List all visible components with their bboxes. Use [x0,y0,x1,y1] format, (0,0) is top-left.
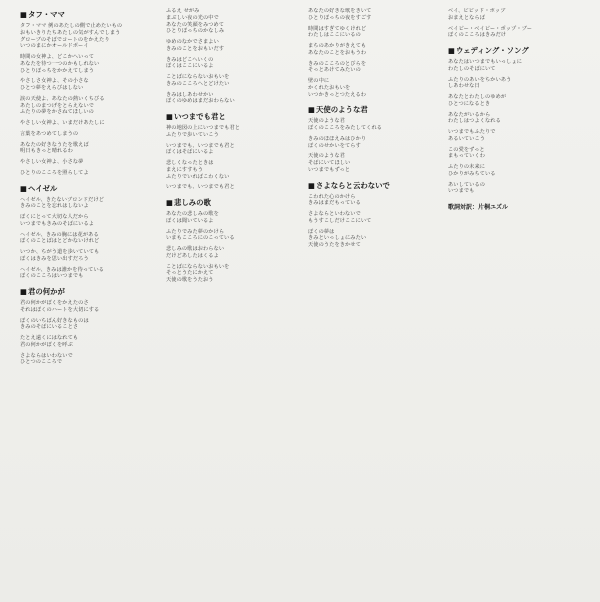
song-block [166,198,300,284]
lyric-line: あたしのまつげをとらえないで [20,102,95,109]
lyric-line: ひとりぼっちをかかえてしまう [20,67,95,74]
lyric-line: 悲しみの歌はおわらない [166,246,225,252]
lyric-line: グローブのそばでコートのをかえたり [20,36,110,43]
lyric-line: わたしのそばにいて [448,65,496,72]
lyric-line: 天使の歌をうたおう [166,277,214,283]
lyric-line: 天使のような君 [308,118,346,125]
lyric-column-2 [166,8,300,594]
lyric-line: いつまでもふたりで [448,129,496,135]
lyric-line: わたしはつよくなれる [448,118,501,125]
lyric-line: まえにすすもう [166,166,204,173]
lyric-line: ぼくのこころはいつまでも [20,273,84,280]
lyric-line: あるいていこう [448,135,486,142]
lyric-line: いつまでも、いつまでも君と [166,184,235,191]
song-title: ■ 悲しみの歌 [166,198,300,208]
song-block [448,46,582,195]
lyric-line: ことばにならないおもいを [166,263,230,270]
lyric-line: いつまでも、いつまでも君と [166,142,235,149]
lyric-line: いつまでも [448,188,475,195]
lyric-line: この愛をずっと [448,146,485,153]
lyric-line: ヘイゼル、きたないブロンドだけど [20,196,105,203]
lyric-line: 神の地図の上にいつまでも君と [166,125,241,131]
song-block [166,112,300,191]
lyric-line: きみはどこへいくの [166,56,214,63]
lyric-line: ヘイゼル、きみは誰かを待っている [20,266,105,273]
lyric-line: ぼくの夢は [308,228,335,235]
lyric-line: まぶしい夜の光の中で [166,14,219,21]
song-block [308,8,442,98]
lyric-line: ひかりがみちている [448,170,496,177]
lyric-line: あなたを待つ一つのかもしれない [20,60,100,67]
lyric-line: いつかきっとつたえるわ [308,91,367,98]
lyric-line: ふたりで歩いていこう [166,131,219,138]
lyric-line: あなたのことをおもうわ [308,49,367,56]
lyric-line: ベイ、ビビッド・ポップ [448,8,506,14]
lyric-line: おまえとならば [448,14,486,21]
lyric-line: そっとあけてみたいの [308,67,361,74]
lyric-line: あなたはいつまでもいっしょに [448,59,523,65]
lyric-line: ひとつになるとき [448,100,491,107]
lyric-line: あなたの悲しみの歌を [166,211,219,217]
lyric-line: ふたりの未来に [448,164,486,170]
lyric-line: ぼくのこころはきみだけ [448,32,507,39]
song-title: ■ さよならと云わないで [308,181,442,191]
lyric-line: きみのこころへとどけたい [166,80,230,87]
lyric-line: 言葉をあつめてしまうの [20,130,79,137]
lyric-line: きみのこころのとびらを [308,60,367,67]
translation-credit: 歌詞対訳：片桐ユズル [448,204,509,211]
song-title: ■ いつまでも君と [166,112,300,122]
lyric-line: わたしはここにいるの [308,32,361,39]
lyric-line: もうすこしだけここにいて [308,217,372,224]
lyric-line: いつまでもきみのそばにいるよ [20,220,95,227]
lyric-line: ひとりぼっちのかなしみ [166,28,225,35]
lyric-line: まちのあかりがきえても [308,43,367,49]
lyric-line: そばにいてほしい [308,160,351,166]
lyric-line: 天使のような君 [308,153,346,160]
lyric-line: きみはしあわせかい [166,91,214,98]
lyric-line: ゆめのなかでさまよい [166,39,219,45]
lyric-line: ぼくは聞いているよ [166,217,214,224]
lyric-line: こわれた心のかけら [308,193,356,200]
lyric-line: ぼくはきみを思い出すだろう [20,255,89,262]
song-block [20,287,154,366]
lyric-line: ふたりでいればこわくない [166,173,230,180]
lyric-line: そっとうたにかえて [166,270,214,277]
lyric-line: ぼくはここにいるよ [166,63,214,70]
lyric-line: まもっていくわ [448,153,486,160]
song-title: ■ ウェディング・ソング [448,46,582,56]
lyric-line: きみのことを忘れはしないよ [20,203,89,210]
lyric-line: ぼくのせかいをてらす [308,142,361,149]
lyric-line: ベイビー・ベイビー・ポップ・ブー [448,25,533,32]
lyric-line: いつのまにかオールドボーイ [20,43,89,50]
lyric-line: タフ・ママ 例のあたしの側で止めたいもの [20,23,123,29]
lyric-line: ひとつ夢をえらびはしない [20,85,84,91]
lyric-column-1 [20,8,154,594]
lyric-line: 涙の天使よ、あなたの熱いくちびる [20,95,105,102]
lyric-line: 君の何かがぼくを呼ぶ [20,341,73,348]
lyric-line: あなたとわたしのゆめが [448,94,507,100]
lyric-line: ふるえ せがみ [166,8,200,14]
song-block [20,184,154,281]
lyric-line: ぼくにとって大切な人だから [20,214,89,220]
lyric-line: いつか、ちがう道を歩いていても [20,249,100,255]
lyric-line: 明日もきっと晴れるわ [20,148,73,155]
lyric-line: ぼくのこころをみたしてくれる [308,125,383,131]
lyric-column-3 [308,8,442,594]
lyric-line: ぼくはそばにいるよ [166,149,214,156]
lyric-line: ぼくのことばはとどかないけれど [20,238,100,245]
lyric-line: きみのほほえみはひかり [308,135,367,142]
song-block [308,105,442,173]
lyric-line: ひとつのこころで [20,359,63,366]
lyric-line: 悲しくなったときは [166,160,214,166]
lyric-line: きみのことをおもいだす [166,45,225,52]
lyric-line: あなたがいるから [448,111,491,118]
lyric-line: きみはまだもっている [308,200,361,207]
song-title: ■ 君の何かが [20,287,154,297]
lyric-line: しあわせな日 [448,83,480,90]
lyric-line: やさしい女神よ、いまだけあたしに [20,120,105,126]
lyric-line: さよならといわないで [308,211,361,217]
lyric-line: それはぼくのハートを大切にする [20,306,100,313]
lyric-line: ふたりのあいをちかいあう [448,76,512,83]
lyric-line: ことばにならないおもいを [166,74,230,80]
lyric-line: 君の何かがぼくをかえたのさ [20,300,89,306]
lyric-line: やさしい女神よ、小さな夢 [20,159,84,165]
lyric-line: いつまでもずっと [308,166,350,173]
lyric-line: 壁の中に [308,78,330,84]
lyric-line: あなたの笑顔をみつめて [166,21,225,28]
lyric-line: やさしさ女神よ、その小さな [20,78,89,85]
lyric-line: さよならはいわないで [20,352,73,359]
lyric-line: だけどあしたはくるよ [166,252,219,259]
lyric-line: いまもこころにのこっている [166,235,235,242]
song-block [448,8,582,39]
song-block [308,181,442,249]
song-title: ■ 天使のような君 [308,105,442,115]
lyric-line: きみのそばにいることさ [20,324,79,331]
lyric-line: ふたりでみた夢のかけら [166,228,225,235]
lyric-line: たとえ遠くにはなれても [20,335,79,341]
lyric-line: かくれたおもいを [308,84,351,91]
lyric-line: ヘイゼル、きみの胸には花がある [20,231,99,238]
lyric-line: あなたの好きな歌をきいて [308,8,372,14]
lyric-line: あなたの好きなうたを歌えば [20,141,89,148]
song-block [20,10,154,177]
lyric-line: ふたりの夢をかさねてほしいの [20,109,94,116]
song-block [166,8,300,105]
lyric-line: ぼくのいちばん好きなものは [20,317,89,324]
lyric-line: ぼくのゆめはまだおわらない [166,98,235,105]
lyric-column-4 [448,8,582,594]
lyric-line: ひとりのこころを照らしてよ [20,169,89,176]
lyric-line: きみといっしょにみたい [308,235,367,242]
lyric-line: あいしているの [448,181,486,188]
lyric-line: おもいきりたちあたしの気がすんでしまう [20,29,121,36]
song-title: ■ ヘイゼル [20,184,154,194]
song-title: ■ タフ・ママ [20,10,154,20]
lyric-line: 天使のうたをきかせて [308,242,361,248]
lyric-line: 時間の女神よ、どこかへいって [20,54,95,60]
lyric-line: ひとりぼっちの夜をすごす [308,14,372,21]
lyric-line: 時間はすぎてゆくけれど [308,25,367,32]
